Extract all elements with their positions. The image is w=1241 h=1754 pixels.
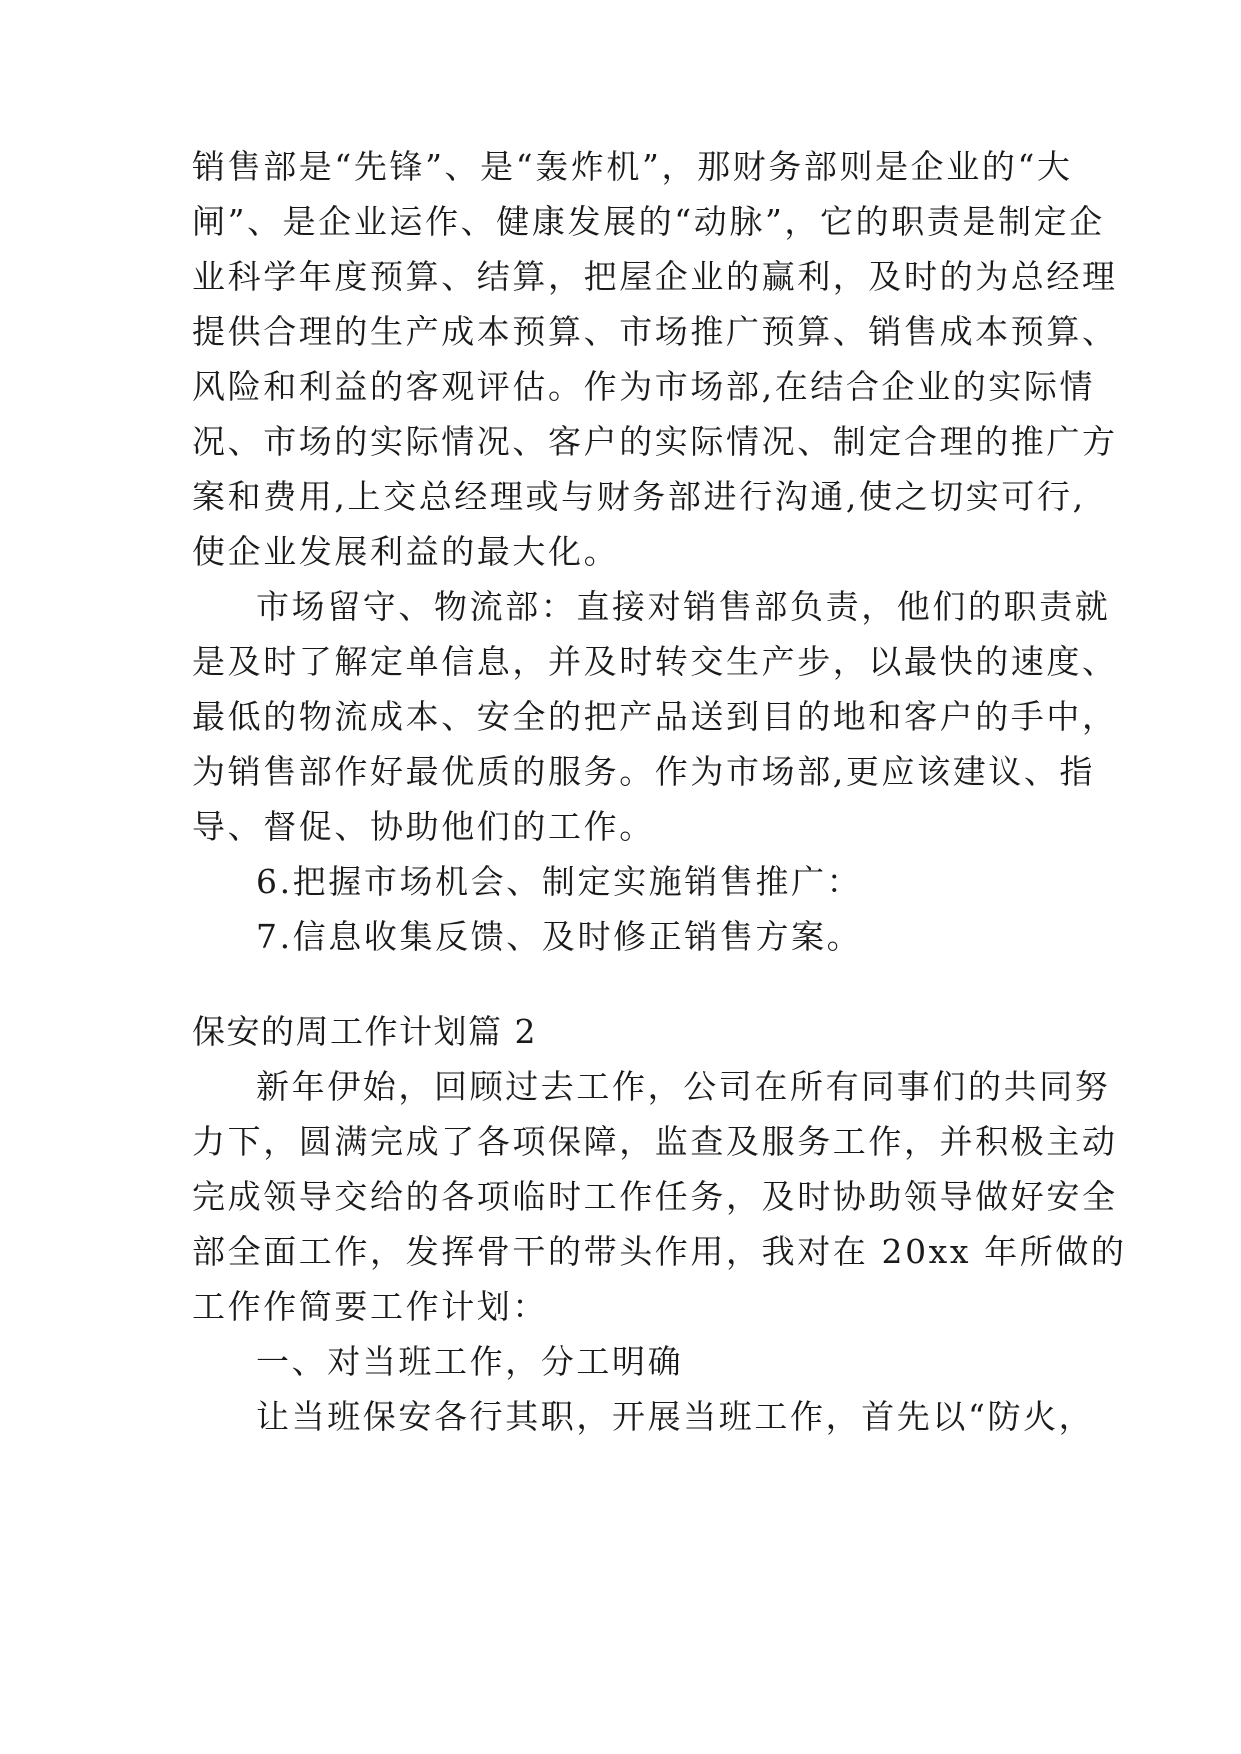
paragraph-line: 新年伊始，回顾过去工作，公司在所有同事们的共同努 — [256, 1067, 1111, 1106]
paragraph-line: 导、督促、协助他们的工作。 — [192, 807, 655, 846]
paragraph-line: 提供合理的生产成本预算、市场推广预算、销售成本预算、 — [192, 312, 1118, 351]
paragraph-line: 业科学年度预算、结算，把屋企业的赢利，及时的为总经理 — [192, 257, 1118, 296]
paragraph-line: 况、市场的实际情况、客户的实际情况、制定合理的推广方 — [192, 422, 1118, 461]
paragraph-line: 使企业发展利益的最大化。 — [192, 532, 620, 571]
paragraph-line: 风险和利益的客观评估。作为市场部,在结合企业的实际情 — [192, 367, 1096, 406]
paragraph-line: 工作作简要工作计划： — [192, 1287, 548, 1326]
paragraph-line: 力下，圆满完成了各项保障，监查及服务工作，并积极主动 — [192, 1122, 1118, 1161]
section-title: 保安的周工作计划篇 2 — [192, 1012, 537, 1051]
paragraph-line: 案和费用,上交总经理或与财务部进行沟通,使之切实可行, — [192, 477, 1086, 516]
paragraph-line: 最低的物流成本、安全的把产品送到目的地和客户的手中， — [192, 697, 1118, 736]
numbered-item-7: 7.信息收集反馈、及时修正销售方案。 — [256, 917, 863, 956]
paragraph-line: 部全面工作，发挥骨干的带头作用，我对在 20xx 年所做的 — [192, 1232, 1127, 1271]
paragraph-line: 让当班保安各行其职，开展当班工作，首先以“防火， — [256, 1397, 1095, 1436]
paragraph-line: 销售部是“先锋”、是“轰炸机”，那财务部则是企业的“大 — [192, 147, 1073, 186]
paragraph-line: 为销售部作好最优质的服务。作为市场部,更应该建议、指 — [192, 752, 1096, 791]
numbered-item-6: 6.把握市场机会、制定实施销售推广： — [256, 862, 863, 901]
paragraph-line: 闸”、是企业运作、健康发展的“动脉”，它的职责是制定企 — [192, 202, 1105, 241]
subheading: 一、对当班工作，分工明确 — [256, 1342, 684, 1381]
paragraph-line: 是及时了解定单信息，并及时转交生产步，以最快的速度、 — [192, 642, 1118, 681]
paragraph-line: 市场留守、物流部：直接对销售部负责，他们的职责就 — [256, 587, 1111, 626]
paragraph-line: 完成领导交给的各项临时工作任务，及时协助领导做好安全 — [192, 1177, 1118, 1216]
